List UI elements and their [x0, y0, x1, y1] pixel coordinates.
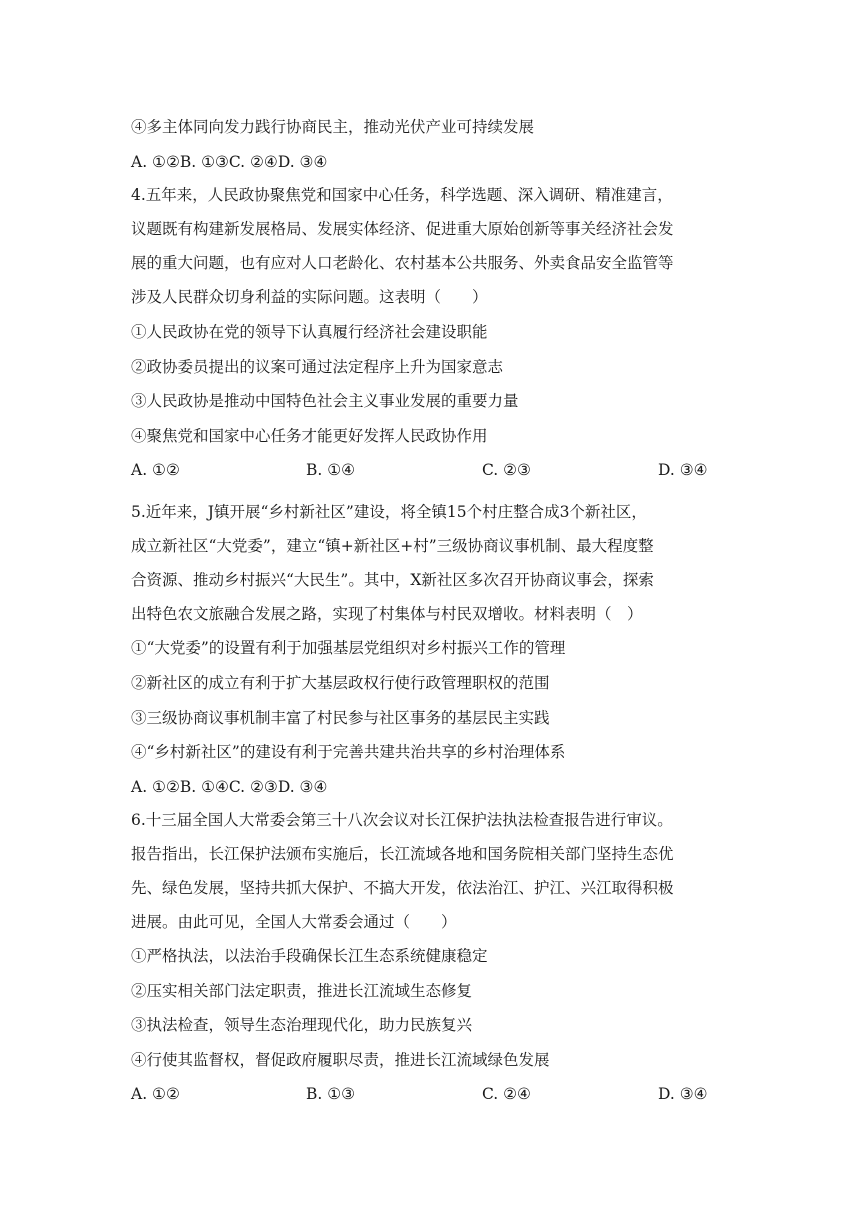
- q5-stem-line-3: 合资源、推动乡村振兴“大民生”。其中，X新社区多次召开协商议事会，探索: [131, 571, 654, 589]
- q6-option-d: D. ③④: [658, 1085, 708, 1103]
- q6-statement-2: ②压实相关部门法定职责，推进长江流域生态修复: [131, 982, 473, 1000]
- q6-statement-3: ③执法检查，领导生态治理现代化，助力民族复兴: [131, 1016, 473, 1034]
- q4-statement-3: ③人民政协是推动中国特色社会主义事业发展的重要力量: [131, 392, 519, 410]
- q5-statement-1: ①“大党委”的设置有利于加强基层党组织对乡村振兴工作的管理: [131, 639, 566, 657]
- q5-statement-3: ③三级协商议事机制丰富了村民参与社区事务的基层民主实践: [131, 709, 550, 727]
- q4-option-b: B. ①④: [306, 461, 356, 479]
- q5-stem-line-2: 成立新社区“大党委”，建立“镇+新社区+村”三级协商议事机制、最大程度整: [131, 537, 654, 555]
- q6-option-b: B. ①③: [306, 1085, 356, 1103]
- q5-stem-line-4: 出特色农文旅融合发展之路，实现了村集体与村民双增收。材料表明（ ）: [131, 605, 643, 623]
- q4-stem-line-1: 4.五年来，人民政协聚焦党和国家中心任务，科学选题、深入调研、精准建言，: [131, 186, 673, 204]
- q5-stem-line-1: 5.近年来，J镇开展“乡村新社区”建设，将全镇15个村庄整合成3个新社区，: [131, 503, 647, 521]
- q5-statement-4: ④“乡村新社区”的建设有利于完善共建共治共享的乡村治理体系: [131, 743, 566, 761]
- q4-option-a: A. ①②: [131, 461, 180, 479]
- q3-answer-choices: A. ①②B. ①③C. ②④D. ③④: [131, 153, 328, 171]
- q3-option-4: ④多主体同向发力践行协商民主，推动光伏产业可持续发展: [131, 118, 535, 136]
- q4-stem-line-2: 议题既有构建新发展格局、发展实体经济、促进重大原始创新等事关经济社会发: [131, 220, 674, 238]
- q6-statement-4: ④行使其监督权，督促政府履职尽责，推进长江流域绿色发展: [131, 1051, 550, 1069]
- q4-statement-2: ②政协委员提出的议案可通过法定程序上升为国家意志: [131, 358, 504, 376]
- q4-option-c: C. ②③: [482, 461, 531, 479]
- q4-statement-4: ④聚焦党和国家中心任务才能更好发挥人民政协作用: [131, 427, 488, 445]
- q6-statement-1: ①严格执法，以法治手段确保长江生态系统健康稳定: [131, 947, 488, 965]
- q4-statement-1: ①人民政协在党的领导下认真履行经济社会建设职能: [131, 323, 488, 341]
- q6-stem-line-1: 6.十三届全国人大常委会第三十八次会议对长江保护法执法检查报告进行审议。: [131, 811, 673, 829]
- q4-stem-line-3: 展的重大问题，也有应对人口老龄化、农村基本公共服务、外卖食品安全监管等: [131, 254, 674, 272]
- q5-statement-2: ②新社区的成立有利于扩大基层政权行使行政管理职权的范围: [131, 674, 550, 692]
- q4-stem-line-4: 涉及人民群众切身利益的实际问题。这表明（ ）: [131, 288, 488, 306]
- q6-stem-line-4: 进展。由此可见，全国人大常委会通过（ ）: [131, 913, 457, 931]
- q6-stem-line-3: 先、绿色发展，坚持共抓大保护、不搞大开发，依法治江、护江、兴江取得积极: [131, 879, 674, 897]
- q6-stem-line-2: 报告指出，长江保护法颁布实施后，长江流域各地和国务院相关部门坚持生态优: [131, 845, 674, 863]
- q5-answer-choices: A. ①②B. ①④C. ②③D. ③④: [131, 778, 328, 796]
- q6-option-c: C. ②④: [482, 1085, 531, 1103]
- q4-option-d: D. ③④: [658, 461, 708, 479]
- q6-option-a: A. ①②: [131, 1085, 180, 1103]
